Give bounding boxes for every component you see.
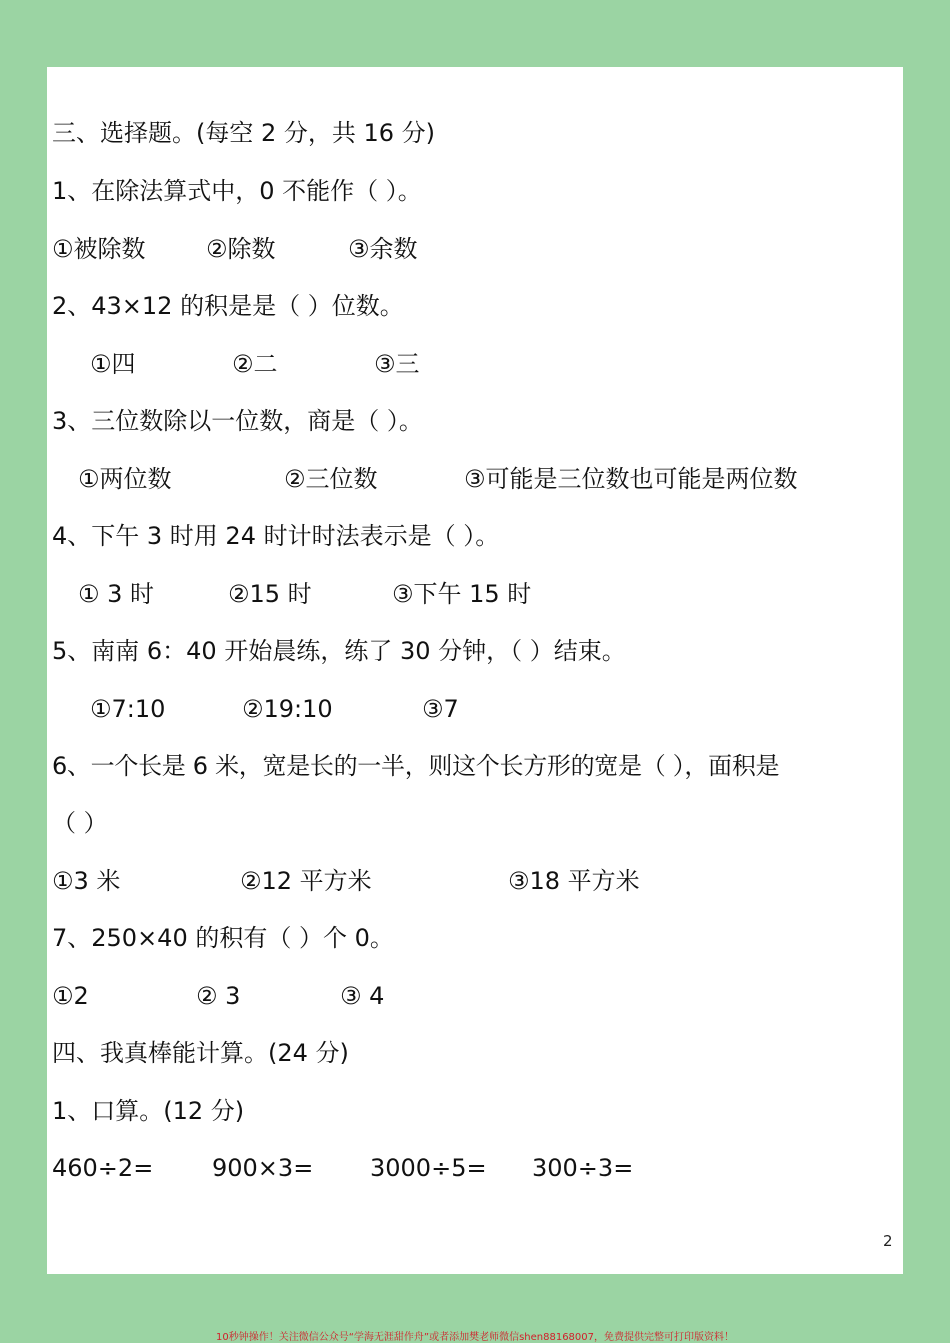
q5-option-1: ①7:10: [90, 695, 166, 723]
q1-option-1: ①被除数: [52, 235, 146, 263]
q1-option-2: ②除数: [206, 235, 276, 263]
q6-option-2: ②12 平方米: [240, 867, 372, 895]
question-6: 6、一个长是 6 米，宽是长的一半，则这个长方形的宽是（ ），面积是: [52, 752, 780, 780]
q4-option-3: ③下午 15 时: [392, 580, 532, 608]
q2-option-2: ②二: [232, 350, 278, 378]
calc-expression-1: 460÷2=: [52, 1154, 154, 1182]
footer-notice: 10秒钟操作！关注微信公众号“学海无涯甜作舟”或者添加樊老师微信shen88168007，免费提供完整可打印版资料！: [215, 1332, 735, 1343]
q3-option-3: ③可能是三位数也可能是两位数: [464, 465, 798, 493]
calc-expression-2: 900×3=: [212, 1154, 314, 1182]
q2-option-3: ③三: [374, 350, 420, 378]
question-1: 1、在除法算式中，0 不能作（ ）。: [52, 177, 422, 205]
q4-option-2: ②15 时: [228, 580, 312, 608]
section-4-sub-1: 1、口算。(12 分): [52, 1097, 245, 1125]
section-4-title: 四、我真棒能计算。(24 分): [52, 1039, 349, 1067]
question-4: 4、下午 3 时用 24 时计时法表示是（ ）。: [52, 522, 500, 550]
calc-expression-4: 300÷3=: [532, 1154, 634, 1182]
q4-option-1: ① 3 时: [78, 580, 155, 608]
question-5: 5、南南 6：40 开始晨练，练了 30 分钟，（ ）结束。: [52, 637, 626, 665]
q7-option-3: ③ 4: [340, 982, 385, 1010]
q3-option-1: ①两位数: [78, 465, 172, 493]
q7-option-1: ①2: [52, 982, 89, 1010]
page-number: 2: [883, 1232, 893, 1250]
q1-option-3: ③余数: [348, 235, 418, 263]
q2-option-1: ①四: [90, 350, 136, 378]
q3-option-2: ②三位数: [284, 465, 378, 493]
calc-expression-3: 3000÷5=: [370, 1154, 487, 1182]
question-3: 3、三位数除以一位数，商是（ ）。: [52, 407, 423, 435]
section-3-title: 三、选择题。(每空 2 分，共 16 分): [52, 119, 436, 147]
question-2: 2、43×12 的积是是（ ）位数。: [52, 292, 404, 320]
q5-option-3: ③7: [422, 695, 459, 723]
question-6-continued: （ ）: [52, 809, 108, 837]
q6-option-1: ①3 米: [52, 867, 121, 895]
question-7: 7、250×40 的积有（ ）个 0。: [52, 924, 394, 952]
q6-option-3: ③18 平方米: [508, 867, 640, 895]
q7-option-2: ② 3: [196, 982, 241, 1010]
q5-option-2: ②19:10: [242, 695, 333, 723]
worksheet-page: [47, 67, 903, 1274]
